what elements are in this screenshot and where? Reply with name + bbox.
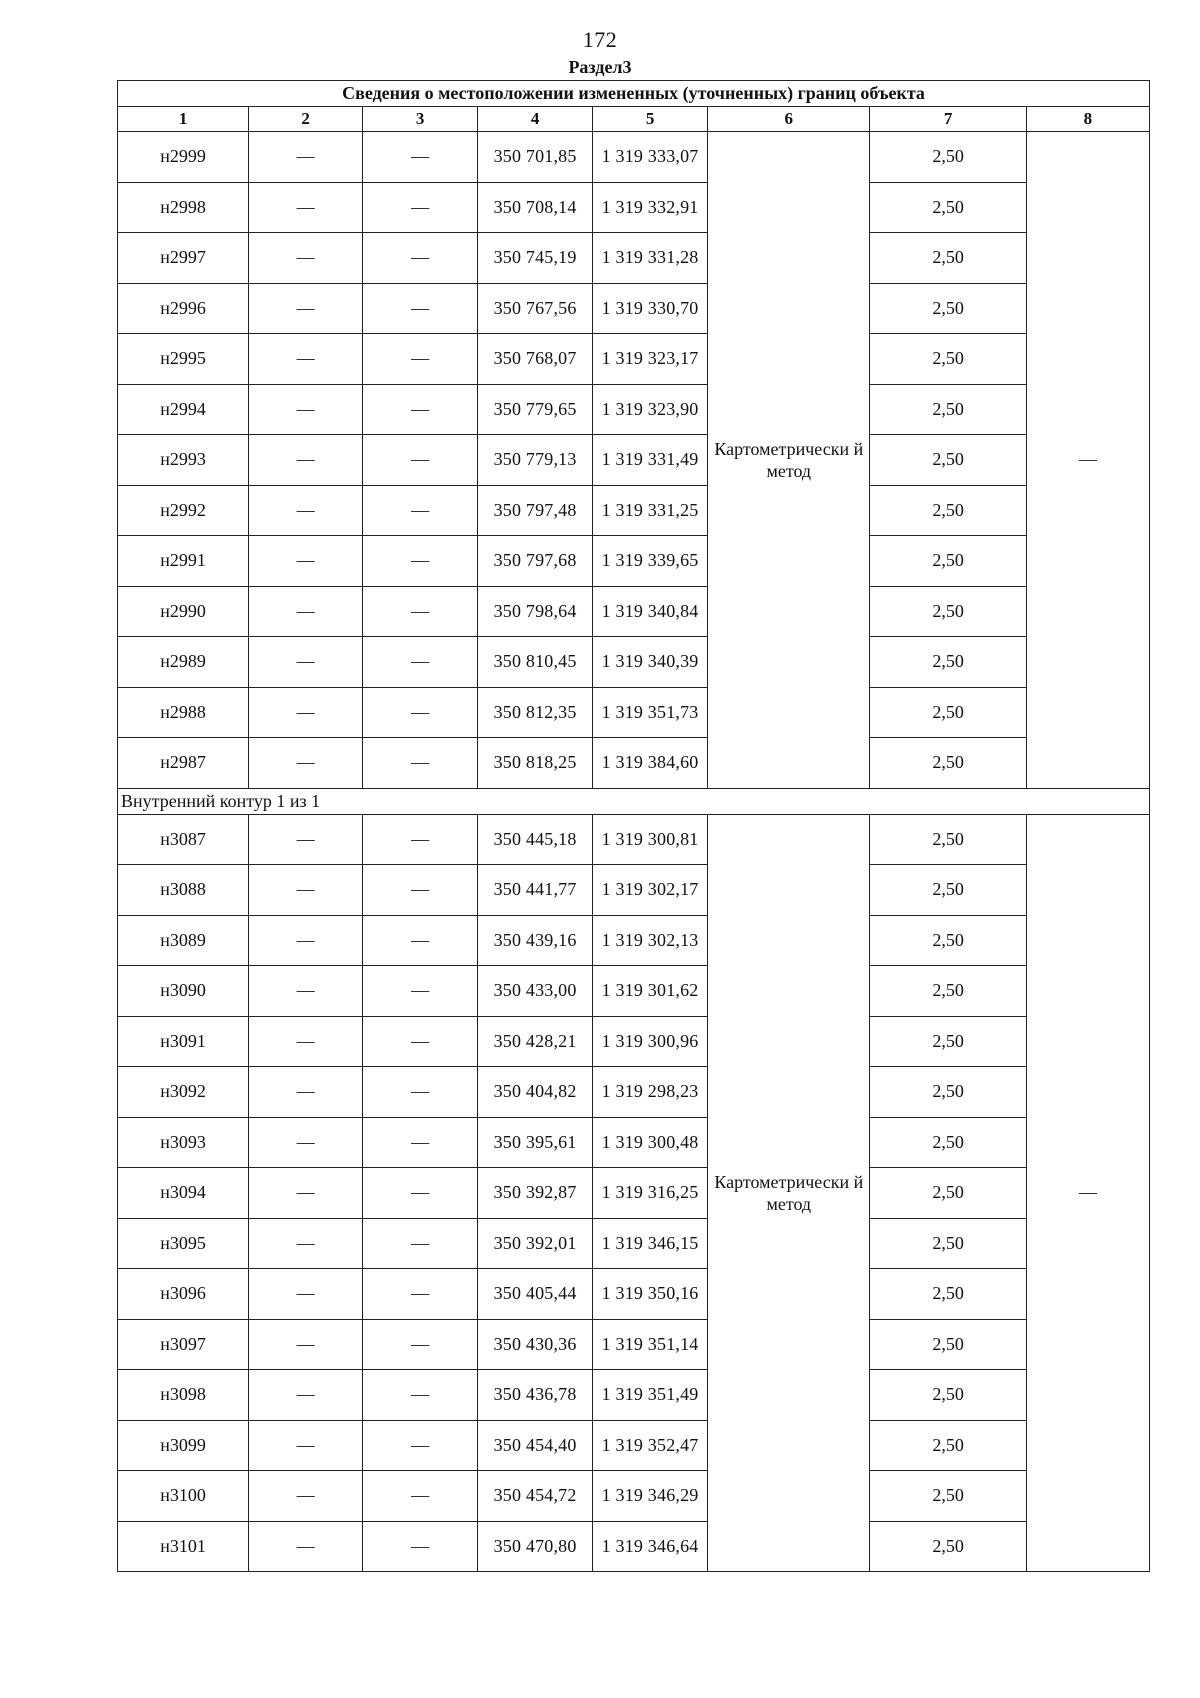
column-2-cell: — (249, 915, 363, 966)
column-2-cell: — (249, 536, 363, 587)
y-coordinate-cell: 1 319 323,17 (593, 334, 708, 385)
x-coordinate-cell: 350 392,87 (478, 1168, 593, 1219)
table-row (118, 283, 1150, 334)
x-coordinate-cell: 350 768,07 (478, 334, 593, 385)
contour-label: Внутренний контур 1 из 1 (118, 788, 1150, 814)
table-row (118, 1067, 1150, 1118)
accuracy-cell: 2,50 (870, 334, 1026, 385)
point-name-cell: н3087 (118, 814, 249, 865)
x-coordinate-cell: 350 441,77 (478, 865, 593, 916)
page-number: 172 (582, 27, 618, 52)
column-3-cell: — (363, 1067, 478, 1118)
y-coordinate-cell: 1 319 346,15 (593, 1218, 708, 1269)
table-row (118, 915, 1150, 966)
column-3-cell: — (363, 233, 478, 284)
accuracy-cell: 2,50 (870, 1168, 1026, 1219)
y-coordinate-cell: 1 319 350,16 (593, 1269, 708, 1320)
table-row (118, 384, 1150, 435)
column-2-cell: — (249, 1370, 363, 1421)
x-coordinate-cell: 350 767,56 (478, 283, 593, 334)
x-coordinate-cell: 350 708,14 (478, 182, 593, 233)
point-name-cell: н2988 (118, 687, 249, 738)
table-row (118, 1218, 1150, 1269)
table-row (118, 1521, 1150, 1572)
y-coordinate-cell: 1 319 346,64 (593, 1521, 708, 1572)
y-coordinate-cell: 1 319 384,60 (593, 738, 708, 789)
column-3-cell: — (363, 915, 478, 966)
point-name-cell: н3092 (118, 1067, 249, 1118)
point-name-cell: н3091 (118, 1016, 249, 1067)
x-coordinate-cell: 350 470,80 (478, 1521, 593, 1572)
column-2-cell: — (249, 132, 363, 183)
column-3-cell: — (363, 1319, 478, 1370)
accuracy-cell: 2,50 (870, 233, 1026, 284)
accuracy-cell: 2,50 (870, 1117, 1026, 1168)
table-row (118, 1319, 1150, 1370)
table-row (118, 865, 1150, 916)
y-coordinate-cell: 1 319 351,49 (593, 1370, 708, 1421)
table-row (118, 586, 1150, 637)
point-name-cell: н3101 (118, 1521, 249, 1572)
y-coordinate-cell: 1 319 298,23 (593, 1067, 708, 1118)
accuracy-cell: 2,50 (870, 1218, 1026, 1269)
point-name-cell: н3089 (118, 915, 249, 966)
table-row (118, 1471, 1150, 1522)
accuracy-cell: 2,50 (870, 536, 1026, 587)
column-2-cell: — (249, 1521, 363, 1572)
point-name-cell: н3099 (118, 1420, 249, 1471)
point-name-cell: н3095 (118, 1218, 249, 1269)
table-row (118, 1420, 1150, 1471)
x-coordinate-cell: 350 404,82 (478, 1067, 593, 1118)
table-row (118, 1269, 1150, 1320)
column-number: 4 (478, 107, 593, 132)
point-name-cell: н3090 (118, 966, 249, 1017)
table-row (118, 182, 1150, 233)
table-row (118, 1117, 1150, 1168)
x-coordinate-cell: 350 439,16 (478, 915, 593, 966)
contour-label-row (118, 788, 1150, 814)
method-cell: Картометрически й метод (708, 814, 870, 1572)
table-row (118, 637, 1150, 688)
point-name-cell: н2995 (118, 334, 249, 385)
accuracy-cell: 2,50 (870, 1067, 1026, 1118)
table-row (118, 233, 1150, 284)
x-coordinate-cell: 350 430,36 (478, 1319, 593, 1370)
accuracy-cell: 2,50 (870, 637, 1026, 688)
y-coordinate-cell: 1 319 302,13 (593, 915, 708, 966)
point-name-cell: н3093 (118, 1117, 249, 1168)
x-coordinate-cell: 350 798,64 (478, 586, 593, 637)
accuracy-cell: 2,50 (870, 1370, 1026, 1421)
column-number: 3 (363, 107, 478, 132)
column-2-cell: — (249, 586, 363, 637)
column-3-cell: — (363, 384, 478, 435)
table-row (118, 1168, 1150, 1219)
point-name-cell: н2999 (118, 132, 249, 183)
column-number: 8 (1026, 107, 1149, 132)
column-2-cell: — (249, 1319, 363, 1370)
accuracy-cell: 2,50 (870, 132, 1026, 183)
column-2-cell: — (249, 1471, 363, 1522)
column-8-cell: — (1026, 132, 1149, 789)
point-name-cell: н2996 (118, 283, 249, 334)
table-row (118, 687, 1150, 738)
boundary-coordinates-table (117, 80, 1150, 1572)
column-2-cell: — (249, 1218, 363, 1269)
point-name-cell: н3098 (118, 1370, 249, 1421)
column-2-cell: — (249, 485, 363, 536)
column-3-cell: — (363, 1117, 478, 1168)
table-body (118, 132, 1150, 1572)
accuracy-cell: 2,50 (870, 1269, 1026, 1320)
column-2-cell: — (249, 182, 363, 233)
column-2-cell: — (249, 384, 363, 435)
table-row (118, 536, 1150, 587)
accuracy-cell: 2,50 (870, 1471, 1026, 1522)
column-3-cell: — (363, 966, 478, 1017)
y-coordinate-cell: 1 319 346,29 (593, 1471, 708, 1522)
point-name-cell: н3088 (118, 865, 249, 916)
column-2-cell: — (249, 1420, 363, 1471)
x-coordinate-cell: 350 454,40 (478, 1420, 593, 1471)
x-coordinate-cell: 350 797,68 (478, 536, 593, 587)
table-row (118, 132, 1150, 183)
column-3-cell: — (363, 738, 478, 789)
x-coordinate-cell: 350 405,44 (478, 1269, 593, 1320)
point-name-cell: н2993 (118, 435, 249, 486)
accuracy-cell: 2,50 (870, 283, 1026, 334)
column-2-cell: — (249, 1168, 363, 1219)
column-3-cell: — (363, 536, 478, 587)
column-3-cell: — (363, 485, 478, 536)
column-3-cell: — (363, 132, 478, 183)
y-coordinate-cell: 1 319 331,28 (593, 233, 708, 284)
x-coordinate-cell: 350 745,19 (478, 233, 593, 284)
column-number-row (118, 107, 1150, 132)
column-2-cell: — (249, 966, 363, 1017)
table-caption: Сведения о местоположении измененных (уточненных) границ объекта (118, 81, 1150, 107)
table-row (118, 1016, 1150, 1067)
accuracy-cell: 2,50 (870, 1420, 1026, 1471)
point-name-cell: н3094 (118, 1168, 249, 1219)
accuracy-cell: 2,50 (870, 738, 1026, 789)
y-coordinate-cell: 1 319 316,25 (593, 1168, 708, 1219)
column-3-cell: — (363, 1269, 478, 1320)
y-coordinate-cell: 1 319 300,81 (593, 814, 708, 865)
y-coordinate-cell: 1 319 330,70 (593, 283, 708, 334)
column-3-cell: — (363, 1521, 478, 1572)
method-cell: Картометрически й метод (708, 132, 870, 789)
column-3-cell: — (363, 1420, 478, 1471)
accuracy-cell: 2,50 (870, 182, 1026, 233)
point-name-cell: н2991 (118, 536, 249, 587)
table-row (118, 966, 1150, 1017)
table-row (118, 1370, 1150, 1421)
column-3-cell: — (363, 435, 478, 486)
accuracy-cell: 2,50 (870, 435, 1026, 486)
x-coordinate-cell: 350 797,48 (478, 485, 593, 536)
y-coordinate-cell: 1 319 300,96 (593, 1016, 708, 1067)
y-coordinate-cell: 1 319 331,25 (593, 485, 708, 536)
accuracy-cell: 2,50 (870, 1016, 1026, 1067)
x-coordinate-cell: 350 433,00 (478, 966, 593, 1017)
y-coordinate-cell: 1 319 323,90 (593, 384, 708, 435)
accuracy-cell: 2,50 (870, 586, 1026, 637)
accuracy-cell: 2,50 (870, 384, 1026, 435)
column-3-cell: — (363, 687, 478, 738)
column-3-cell: — (363, 182, 478, 233)
accuracy-cell: 2,50 (870, 687, 1026, 738)
table-row (118, 485, 1150, 536)
x-coordinate-cell: 350 436,78 (478, 1370, 593, 1421)
accuracy-cell: 2,50 (870, 915, 1026, 966)
column-2-cell: — (249, 233, 363, 284)
y-coordinate-cell: 1 319 301,62 (593, 966, 708, 1017)
table-row (118, 814, 1150, 865)
y-coordinate-cell: 1 319 302,17 (593, 865, 708, 916)
table-row (118, 435, 1150, 486)
point-name-cell: н2997 (118, 233, 249, 284)
column-number: 1 (118, 107, 249, 132)
y-coordinate-cell: 1 319 340,39 (593, 637, 708, 688)
column-number: 6 (708, 107, 870, 132)
x-coordinate-cell: 350 810,45 (478, 637, 593, 688)
y-coordinate-cell: 1 319 351,14 (593, 1319, 708, 1370)
point-name-cell: н3097 (118, 1319, 249, 1370)
column-number: 2 (249, 107, 363, 132)
y-coordinate-cell: 1 319 351,73 (593, 687, 708, 738)
accuracy-cell: 2,50 (870, 1521, 1026, 1572)
column-3-cell: — (363, 637, 478, 688)
y-coordinate-cell: 1 319 332,91 (593, 182, 708, 233)
column-2-cell: — (249, 865, 363, 916)
section-title: Раздел3 (568, 57, 632, 77)
y-coordinate-cell: 1 319 331,49 (593, 435, 708, 486)
column-3-cell: — (363, 1168, 478, 1219)
point-name-cell: н2989 (118, 637, 249, 688)
x-coordinate-cell: 350 392,01 (478, 1218, 593, 1269)
x-coordinate-cell: 350 779,13 (478, 435, 593, 486)
table-row (118, 738, 1150, 789)
accuracy-cell: 2,50 (870, 865, 1026, 916)
y-coordinate-cell: 1 319 300,48 (593, 1117, 708, 1168)
accuracy-cell: 2,50 (870, 485, 1026, 536)
column-2-cell: — (249, 814, 363, 865)
column-number: 5 (593, 107, 708, 132)
column-3-cell: — (363, 1471, 478, 1522)
column-3-cell: — (363, 814, 478, 865)
column-2-cell: — (249, 435, 363, 486)
column-2-cell: — (249, 687, 363, 738)
column-3-cell: — (363, 865, 478, 916)
column-3-cell: — (363, 1370, 478, 1421)
column-2-cell: — (249, 1269, 363, 1320)
column-3-cell: — (363, 586, 478, 637)
point-name-cell: н2990 (118, 586, 249, 637)
x-coordinate-cell: 350 395,61 (478, 1117, 593, 1168)
table-row (118, 334, 1150, 385)
x-coordinate-cell: 350 812,35 (478, 687, 593, 738)
point-name-cell: н3096 (118, 1269, 249, 1320)
column-number: 7 (870, 107, 1026, 132)
x-coordinate-cell: 350 779,65 (478, 384, 593, 435)
accuracy-cell: 2,50 (870, 966, 1026, 1017)
point-name-cell: н3100 (118, 1471, 249, 1522)
point-name-cell: н2994 (118, 384, 249, 435)
y-coordinate-cell: 1 319 340,84 (593, 586, 708, 637)
column-2-cell: — (249, 1016, 363, 1067)
accuracy-cell: 2,50 (870, 1319, 1026, 1370)
column-3-cell: — (363, 1218, 478, 1269)
x-coordinate-cell: 350 445,18 (478, 814, 593, 865)
column-2-cell: — (249, 1117, 363, 1168)
column-2-cell: — (249, 1067, 363, 1118)
point-name-cell: н2992 (118, 485, 249, 536)
column-2-cell: — (249, 637, 363, 688)
point-name-cell: н2998 (118, 182, 249, 233)
point-name-cell: н2987 (118, 738, 249, 789)
column-2-cell: — (249, 738, 363, 789)
y-coordinate-cell: 1 319 339,65 (593, 536, 708, 587)
column-3-cell: — (363, 1016, 478, 1067)
column-2-cell: — (249, 283, 363, 334)
accuracy-cell: 2,50 (870, 814, 1026, 865)
column-3-cell: — (363, 334, 478, 385)
y-coordinate-cell: 1 319 333,07 (593, 132, 708, 183)
x-coordinate-cell: 350 701,85 (478, 132, 593, 183)
column-8-cell: — (1026, 814, 1149, 1572)
y-coordinate-cell: 1 319 352,47 (593, 1420, 708, 1471)
column-3-cell: — (363, 283, 478, 334)
x-coordinate-cell: 350 428,21 (478, 1016, 593, 1067)
column-2-cell: — (249, 334, 363, 385)
x-coordinate-cell: 350 454,72 (478, 1471, 593, 1522)
x-coordinate-cell: 350 818,25 (478, 738, 593, 789)
